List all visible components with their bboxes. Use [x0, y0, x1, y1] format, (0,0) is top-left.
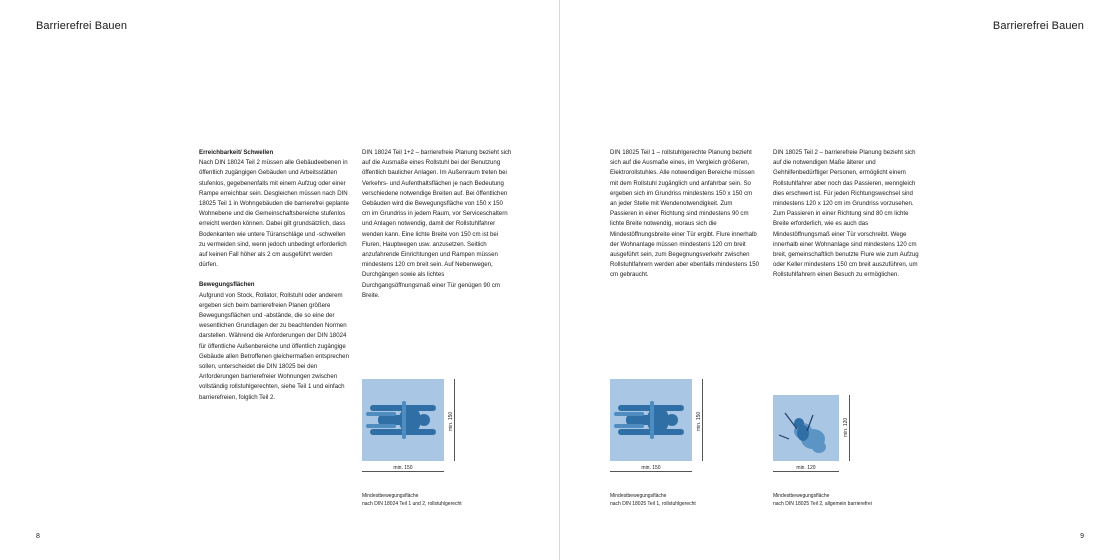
paragraph-text: Nach DIN 18024 Teil 2 müssen alle Gebäudeebenen in öffentlich zugängigen Gebäuden und Arbeitsstätten stufenlos, gegebenenfalls mit einem Aufzug oder einer Rampe erreichbar sein. Desgleichen müssen nach DIN 18025 Teil 1 in Wohngebäuden die barrierefrei geplante Wohnebene und die Gemeinschaftsbereiche stufenlos erreicht werden können. Dabei gilt grundsätzlich, dass Bodenkanten wie untere Türanschläge und -schwellen zu vermeiden sind, wenn jedoch unbedingt erforderlich auf keinen Fall höher als 2 cm ausgeführt werden dürfen.: [199, 159, 349, 269]
caption-line-1: Mindestbewegungsfläche: [773, 493, 830, 499]
height-dimension-line: [849, 395, 850, 461]
figure-caption: [362, 492, 522, 508]
width-dimension-label: min. 150: [641, 465, 661, 471]
paragraph-text: DIN 18025 Teil 2 – barrierefreie Planung bezieht sich auf die notwendigen Maße älterer und Gehhilfenbedürftiger Personen, ermöglicht einem Rollstuhlfahrer aber noch das Passieren, wenngleich dies erschwert ist. Für jeden Richtungswechsel sind mindestens 120 x 120 cm im Grundriss vorzusehen. Zum Passieren in einer Richtung sind 80 cm lichte Breite erforderlich, wie es auch das Mindestöffnungsmaß einer Tür vorschreibt. Wege innerhalb einer Wohnanlage sind mindestens 120 cm breit, gemeinschaftlich benutzte Flure wie zum Aufzug oder Keller mindestens 150 cm breit auszuführen, um Rollstuhlfahrern einen Besuch zu ermöglichen.: [773, 149, 919, 279]
text-column-2: [362, 148, 512, 301]
wheelchair-user-icon: [610, 379, 692, 461]
right-page: [560, 0, 1120, 560]
movement-area-square: [773, 395, 839, 461]
height-dimension-line: [454, 379, 455, 461]
walking-person-icon: [773, 395, 839, 461]
width-dimension-label: min. 150: [393, 465, 413, 471]
section-heading: Erreichbarkeit/ Schwellen: [199, 149, 274, 156]
page-header: Barrierefrei Bauen: [36, 20, 128, 32]
height-dimension-label: min. 150: [448, 411, 454, 431]
paragraph-text: DIN 18024 Teil 1+2 – barrierefreie Planung bezieht sich auf die Ausmaße eines Rollstuhl bei der Benutzung öffentlich baulicher Anlagen. Im Außenraum treten bei Verkehrs- und Aufenthaltsflächen je nach Bedeutung verschiedene notwendige Breiten auf. Bei öffentlichen Gebäuden wird die Bewegungsfläche von 150 x 150 cm im Grundriss in jedem Raum, vor Serviceschaltern und Anlagen notwendig, damit der Rollstuhlfahrer wenden kann. Eine lichte Breite von 150 cm ist bei Fluren, Hauptwegen usw. anzusetzen. Seitlich anzufahrende Einrichtungen und Rampen müssen mindestens 120 cm breit sein. Auf Nebenwegen, Durchgängen sowie als lichtes Durchgangsöffnungsmaß einer Tür genügen 90 cm Breite.: [362, 149, 512, 299]
caption-line-2: nach DIN 18024 Teil 1 und 2, rollstuhlgerecht: [362, 501, 462, 507]
height-dimension-label: min. 150: [696, 411, 702, 431]
caption-line-2: nach DIN 18025 Teil 2, allgemein barrierefrei: [773, 501, 872, 507]
caption-line-1: Mindestbewegungsfläche: [610, 493, 667, 499]
page-number: 8: [36, 533, 40, 540]
paragraph-text: Aufgrund von Stock, Rollator, Rollstuhl oder anderem ergeben sich beim barrierefreien Planen größere Bewegungsflächen und -abstände, die so eine der wesentlichen Grundlagen der zu beachtenden Normen darstellen. Während die Anforderungen der DIN 18024 für öffentliche Außenbereiche und öffentlich zugängige Gebäude allen Betroffenen gleichermaßen entsprechen sollen, unterscheidet die DIN 18025 bei den Anforderungen barrierefreier Wohnungen zwischen vollständig rollstuhlgerechten, siehe Teil 1 und einfach barrierefreien, folglich Teil 2.: [199, 291, 349, 401]
movement-area-square: [610, 379, 692, 461]
figure-caption-teil2: [773, 492, 933, 508]
movement-area-square: [362, 379, 444, 461]
text-column-1: [610, 148, 760, 281]
figure-caption-teil1: [610, 492, 770, 508]
width-dimension-label: min. 120: [796, 465, 816, 471]
width-dimension-line: [773, 471, 839, 472]
movement-area-figure-teil2: [773, 395, 863, 479]
wheelchair-user-icon: [362, 379, 444, 461]
paragraph-erreichbarkeit: [199, 148, 349, 270]
paragraph-text: DIN 18025 Teil 1 – rollstuhlgerechte Planung bezieht sich auf die Ausmaße eines, im Vergleich größeren, Elektrorollstuhles. Alle notwendigen Bereiche müssen mit dem Rollstuhl zugänglich und anfahrbar sein. So ergeben sich im Grundriss mindestens 150 x 150 cm an jeder Stelle mit Wendenotwendigkeit. Zum Passieren in einer Richtung sind mindestens 90 cm lichte Breite notwendig, woraus sich die Mindestöffnungsbreite einer Tür ergibt. Flure innerhalb der Wohnanlage müssen mindestens 120 cm breit ausgeführt sein, zum Begegnungsverkehr zwischen Rollstuhlfahrern werden aber ebenfalls mindestens 150 cm gebraucht.: [610, 149, 760, 279]
text-column-1: [199, 148, 349, 413]
movement-area-figure-teil1: [610, 379, 710, 479]
width-dimension-line: [362, 471, 444, 472]
section-heading: Bewegungsflächen: [199, 281, 255, 289]
paragraph-bewegungsflaechen: [199, 280, 349, 402]
height-dimension-line: [702, 379, 703, 461]
caption-line-2: nach DIN 18025 Teil 1, rollstuhlgerecht: [610, 501, 696, 507]
page-number: 9: [1080, 533, 1084, 540]
page-header: Barrierefrei Bauen: [992, 20, 1084, 32]
text-column-2: [773, 148, 923, 281]
width-dimension-line: [610, 471, 692, 472]
movement-area-figure: [362, 379, 462, 479]
height-dimension-label: min. 120: [843, 417, 849, 437]
caption-line-1: Mindestbewegungsfläche: [362, 493, 419, 499]
